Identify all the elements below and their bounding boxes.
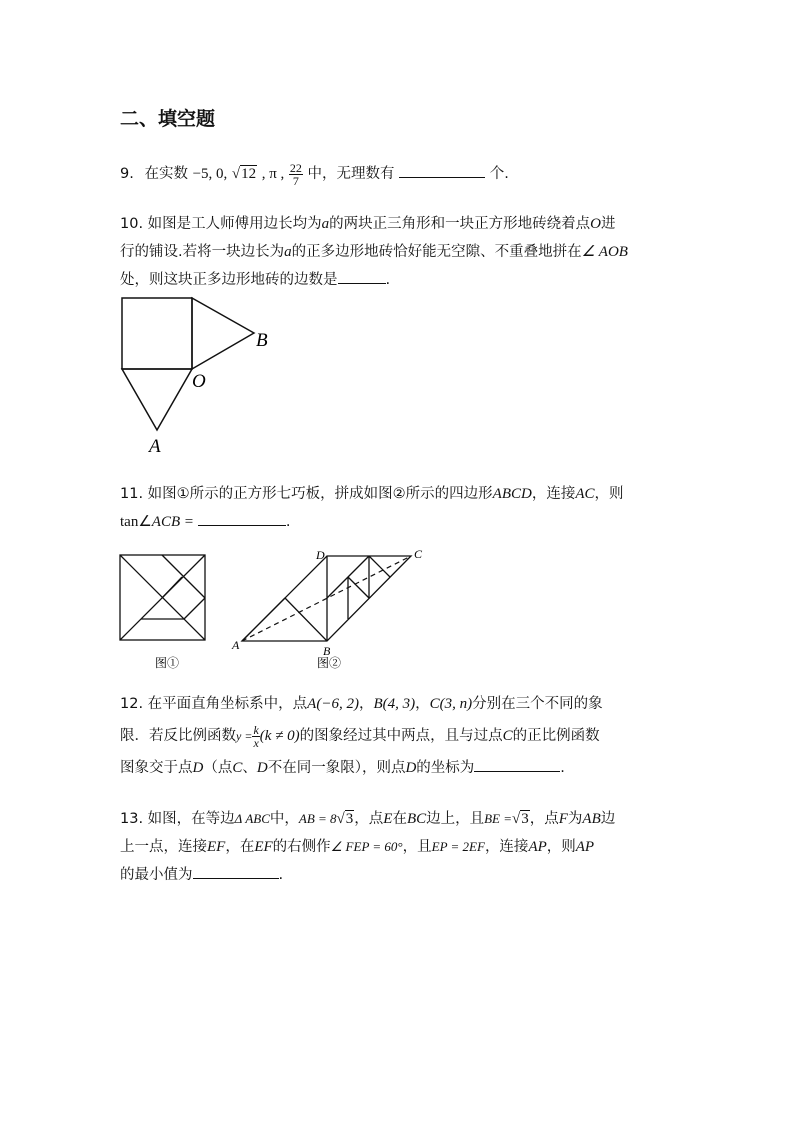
question-13 bbox=[120, 805, 680, 889]
q12-func-den: x bbox=[253, 735, 259, 750]
q12-point-a: A(−6, 2) bbox=[307, 696, 359, 712]
q9-frac-num: 22 bbox=[289, 160, 302, 175]
q12-text: 的图象经过其中两点，且与过点 bbox=[299, 728, 503, 744]
q12-func-condition: (k ≠ 0) bbox=[259, 728, 300, 744]
q9-list-a: −5, 0, bbox=[192, 166, 228, 182]
q13-text: 中， bbox=[269, 811, 299, 827]
q13-line-3 bbox=[120, 861, 680, 889]
q12-var-d: D bbox=[405, 760, 417, 776]
q11-text: . bbox=[285, 514, 291, 530]
q12-var-d: D bbox=[192, 760, 204, 776]
q13-segment-ab: AB bbox=[582, 811, 601, 827]
q9-sqrt-radicand: 12 bbox=[241, 166, 257, 182]
q13-text: 在 bbox=[392, 811, 407, 827]
q10-line-2 bbox=[120, 238, 680, 266]
q12-text: ， bbox=[415, 696, 430, 712]
q10-label-o: O bbox=[192, 371, 206, 392]
q11-answer-blank[interactable] bbox=[198, 509, 286, 526]
q10-triangle-tile-right bbox=[192, 298, 254, 369]
q13-text: . bbox=[278, 867, 284, 883]
q9-text-end: 个. bbox=[489, 166, 509, 182]
q13-be-length: BE = bbox=[484, 811, 513, 826]
question-11 bbox=[120, 480, 680, 536]
q10-line-1 bbox=[120, 210, 680, 238]
q9-list-b: , π , bbox=[261, 166, 285, 182]
q12-line-1 bbox=[120, 688, 680, 720]
q13-text: ，点 bbox=[529, 811, 559, 827]
q10-text: 10. 如图是工人师傅用边长均为 bbox=[120, 216, 322, 232]
q12-var-d: D bbox=[256, 760, 268, 776]
q12-answer-blank[interactable] bbox=[474, 755, 560, 772]
q12-text: ， bbox=[358, 696, 374, 712]
q12-func-fraction bbox=[252, 724, 259, 749]
q13-text: 的最小值为 bbox=[120, 867, 193, 883]
q13-line-2 bbox=[120, 833, 680, 861]
q13-text: ，且 bbox=[402, 839, 432, 855]
q13-segment-ap: AP bbox=[575, 839, 595, 855]
q12-text: 限．若反比例函数 bbox=[120, 728, 236, 744]
q10-triangle-tile-bottom bbox=[122, 369, 192, 430]
q12-var-c: C bbox=[502, 728, 513, 744]
q11-text: ，则 bbox=[594, 486, 624, 502]
q11-figures bbox=[110, 545, 440, 675]
q13-text: 的右侧作 bbox=[272, 839, 331, 855]
q11-equals: = bbox=[184, 514, 194, 530]
q13-text: 上一点，连接 bbox=[120, 839, 207, 855]
q11-angle-acb: ACB bbox=[151, 514, 181, 530]
q11-line-1 bbox=[120, 480, 680, 508]
q9-frac-den: 7 bbox=[292, 173, 299, 188]
q13-text: ，则 bbox=[546, 839, 576, 855]
question-12 bbox=[120, 688, 680, 784]
q12-text: 不在同一象限），则点 bbox=[267, 760, 406, 776]
q12-text: 、 bbox=[242, 760, 257, 776]
q11-text: 11. 如图①所示的正方形七巧板，拼成如图②所示的四边形 bbox=[120, 486, 493, 502]
q9-text-post: 中，无理数有 bbox=[307, 166, 395, 182]
q13-angle-fep: ∠ FEP = 60° bbox=[330, 839, 403, 854]
q11-fig2-label-d: D bbox=[316, 548, 325, 562]
q11-fig1-tangram bbox=[120, 555, 205, 640]
q12-point-b: B(4, 3) bbox=[373, 696, 416, 712]
q9-number: 9. bbox=[120, 166, 134, 182]
q13-var-f: F bbox=[558, 811, 568, 827]
q13-segment-ef: EF bbox=[207, 839, 226, 855]
q11-fig2-label-b: B bbox=[323, 644, 331, 658]
q12-text: 的坐标为 bbox=[416, 760, 475, 776]
q12-point-c: C(3, n) bbox=[429, 696, 473, 712]
q13-answer-blank[interactable] bbox=[193, 862, 279, 879]
q9-text-pre: 在实数 bbox=[144, 166, 188, 182]
q13-line-1 bbox=[120, 805, 680, 833]
q11-tan: tan∠ bbox=[120, 514, 152, 530]
q11-quad-abcd: ABCD bbox=[492, 486, 532, 502]
q12-func-num: k bbox=[253, 722, 259, 737]
q13-segment-ef: EF bbox=[254, 839, 273, 855]
q12-text: 分别在三个不同的象 bbox=[472, 696, 603, 712]
q11-fig1-caption: 图① bbox=[155, 656, 180, 670]
q13-text: ，在 bbox=[225, 839, 255, 855]
q13-ab-length: AB = 8 bbox=[298, 811, 337, 826]
q13-ab-sqrt: √3 bbox=[336, 811, 354, 827]
q10-label-b: B bbox=[256, 330, 268, 351]
q12-text: 12. 在平面直角坐标系中，点 bbox=[120, 696, 308, 712]
q11-fig2-label-c: C bbox=[414, 547, 423, 561]
q13-text: 为 bbox=[567, 811, 583, 827]
q12-text: （点 bbox=[203, 760, 233, 776]
q13-text: ，连接 bbox=[484, 839, 529, 855]
q10-text: . bbox=[385, 272, 391, 288]
q13-ab-radicand: 3 bbox=[345, 811, 354, 827]
q11-segment-ac: AC bbox=[575, 486, 595, 502]
q12-var-c: C bbox=[232, 760, 243, 776]
q10-square-tile bbox=[122, 298, 192, 369]
q12-text: . bbox=[560, 760, 565, 776]
q13-text: 边 bbox=[600, 811, 616, 827]
q10-text: 进 bbox=[601, 216, 616, 232]
q12-func-lhs: y = bbox=[236, 729, 253, 743]
q10-figure bbox=[110, 290, 290, 460]
q10-var-a: a bbox=[284, 244, 292, 260]
q13-segment-ap: AP bbox=[528, 839, 547, 855]
q10-text: 的正多边形地砖恰好能无空隙、不重叠地拼在 bbox=[291, 244, 582, 260]
q10-text: 的两块正三角形和一块正方形地砖绕着点 bbox=[329, 216, 591, 232]
q10-answer-blank[interactable] bbox=[338, 267, 386, 284]
q13-triangle-abc: Δ ABC bbox=[234, 811, 270, 826]
q10-var-a: a bbox=[321, 216, 330, 232]
q10-angle-aob: ∠ AOB bbox=[581, 244, 628, 260]
question-10 bbox=[120, 210, 680, 294]
q13-text: ，点 bbox=[354, 811, 384, 827]
question-9 bbox=[120, 160, 680, 188]
section-heading: 二、填空题 bbox=[120, 108, 216, 130]
q10-label-a: A bbox=[149, 436, 161, 457]
q13-var-e: E bbox=[383, 811, 393, 827]
q11-line-2 bbox=[120, 508, 680, 536]
q13-be-sqrt: √3 bbox=[512, 811, 529, 827]
q13-text: 边上，且 bbox=[426, 811, 485, 827]
q9-fraction bbox=[289, 162, 303, 187]
q11-text: ，连接 bbox=[531, 486, 576, 502]
q12-line-2 bbox=[120, 720, 680, 752]
q11-fig2-label-a: A bbox=[232, 638, 240, 652]
q13-ep-relation: EP = 2EF bbox=[431, 839, 485, 854]
q9-sqrt: √12 bbox=[231, 166, 257, 182]
q11-fig2-caption: 图② bbox=[317, 656, 342, 670]
q13-be-radicand: 3 bbox=[521, 811, 529, 827]
q12-text: 图象交于点 bbox=[120, 760, 193, 776]
q10-text: 行的铺设.若将一块边长为 bbox=[120, 244, 285, 260]
q12-line-3 bbox=[120, 752, 680, 784]
q10-var-o: O bbox=[590, 216, 602, 232]
q13-segment-bc: BC bbox=[406, 811, 427, 827]
q12-text: 的正比例函数 bbox=[512, 728, 600, 744]
q10-text: 处，则这块正多边形地砖的边数是 bbox=[120, 272, 338, 288]
q13-text: 13. 如图，在等边 bbox=[120, 811, 235, 827]
q9-answer-blank[interactable] bbox=[399, 161, 485, 178]
